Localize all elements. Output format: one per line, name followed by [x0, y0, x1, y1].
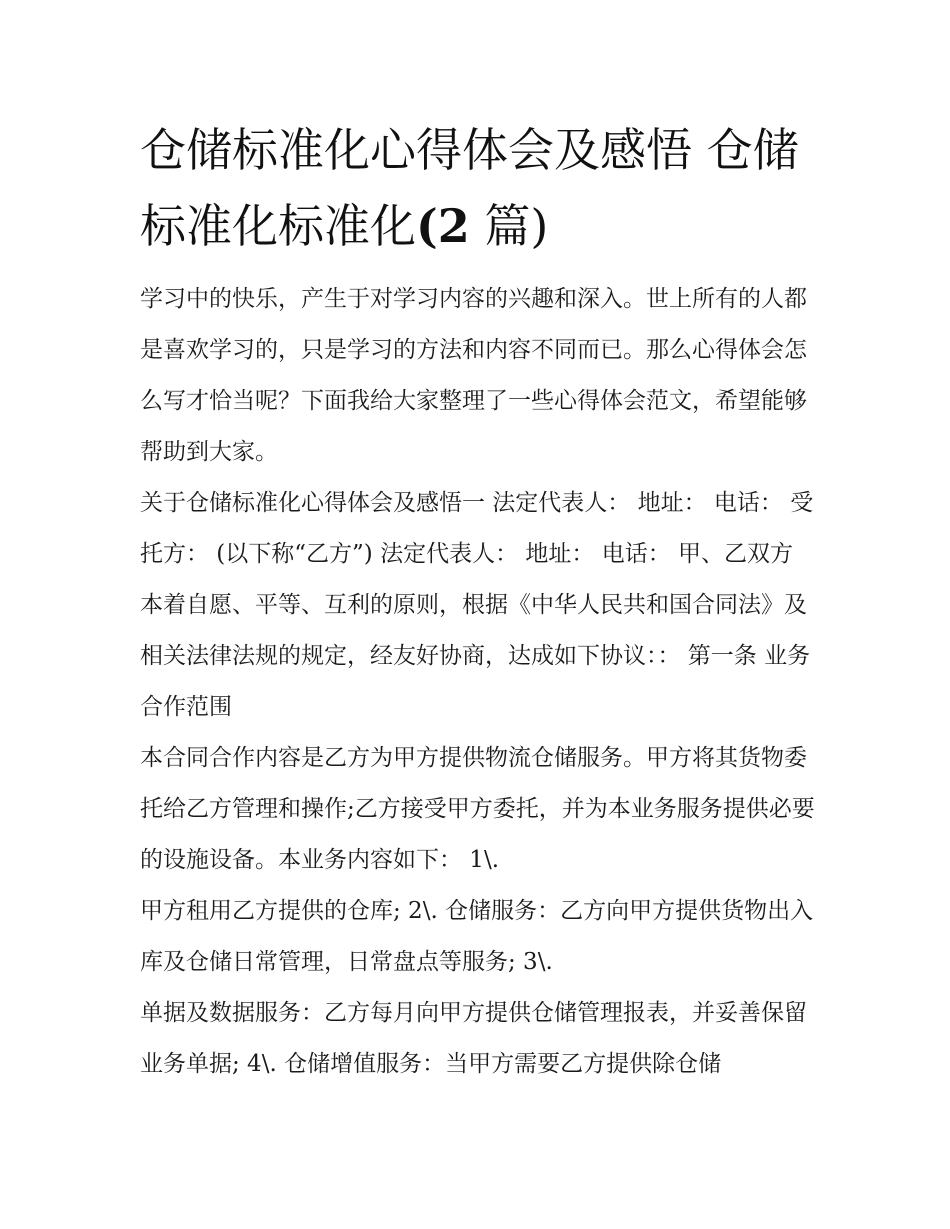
document-title: [140, 112, 815, 264]
paragraph-cooperation-content: 本合同合作内容是乙方为甲方提供物流仓储服务。甲方将其货物委托给乙方管理和操作;乙方接受甲方委托，并为本业务服务提供必要的设施设备。本业务内容如下： 1\.: [140, 745, 815, 873]
paragraph-list: [140, 274, 815, 1090]
paragraph-warehouse-service: 甲方租用乙方提供的仓库; 2\. 仓储服务：乙方向甲方提供货物出入库及仓储日常管理，日常盘点等服务; 3\.: [140, 898, 814, 975]
document-body: [140, 112, 815, 1090]
title-count: (2: [416, 199, 470, 253]
paragraph-intro: 学习中的快乐，产生于对学习内容的兴趣和深入。世上所有的人都是喜欢学习的，只是学习的方法和内容不同而已。那么心得体会怎么写才恰当呢？下面我给大家整理了一些心得体会范文，希望能够帮助到大家。: [140, 286, 807, 465]
title-text: 仓储标准化心得体会及感悟 仓储标准化标准化: [140, 123, 799, 253]
paragraph-document-service: 单据及数据服务：乙方每月向甲方提供仓储管理报表，并妥善保留业务单据; 4\. 仓储增值服务：当甲方需要乙方提供除仓储: [140, 1000, 807, 1077]
paragraph-contract-parties: 关于仓储标准化心得体会及感悟一 法定代表人： 地址： 电话： 受托方： (以下称“乙方”) 法定代表人： 地址： 电话： 甲、乙双方本着自愿、平等、互利的原则，根据《中华人民共和国合同法》及相关法律法规的规定，经友好协商，达成如下协议：： 第一条 业务合作范围: [140, 490, 814, 720]
title-suffix: 篇): [469, 199, 549, 253]
